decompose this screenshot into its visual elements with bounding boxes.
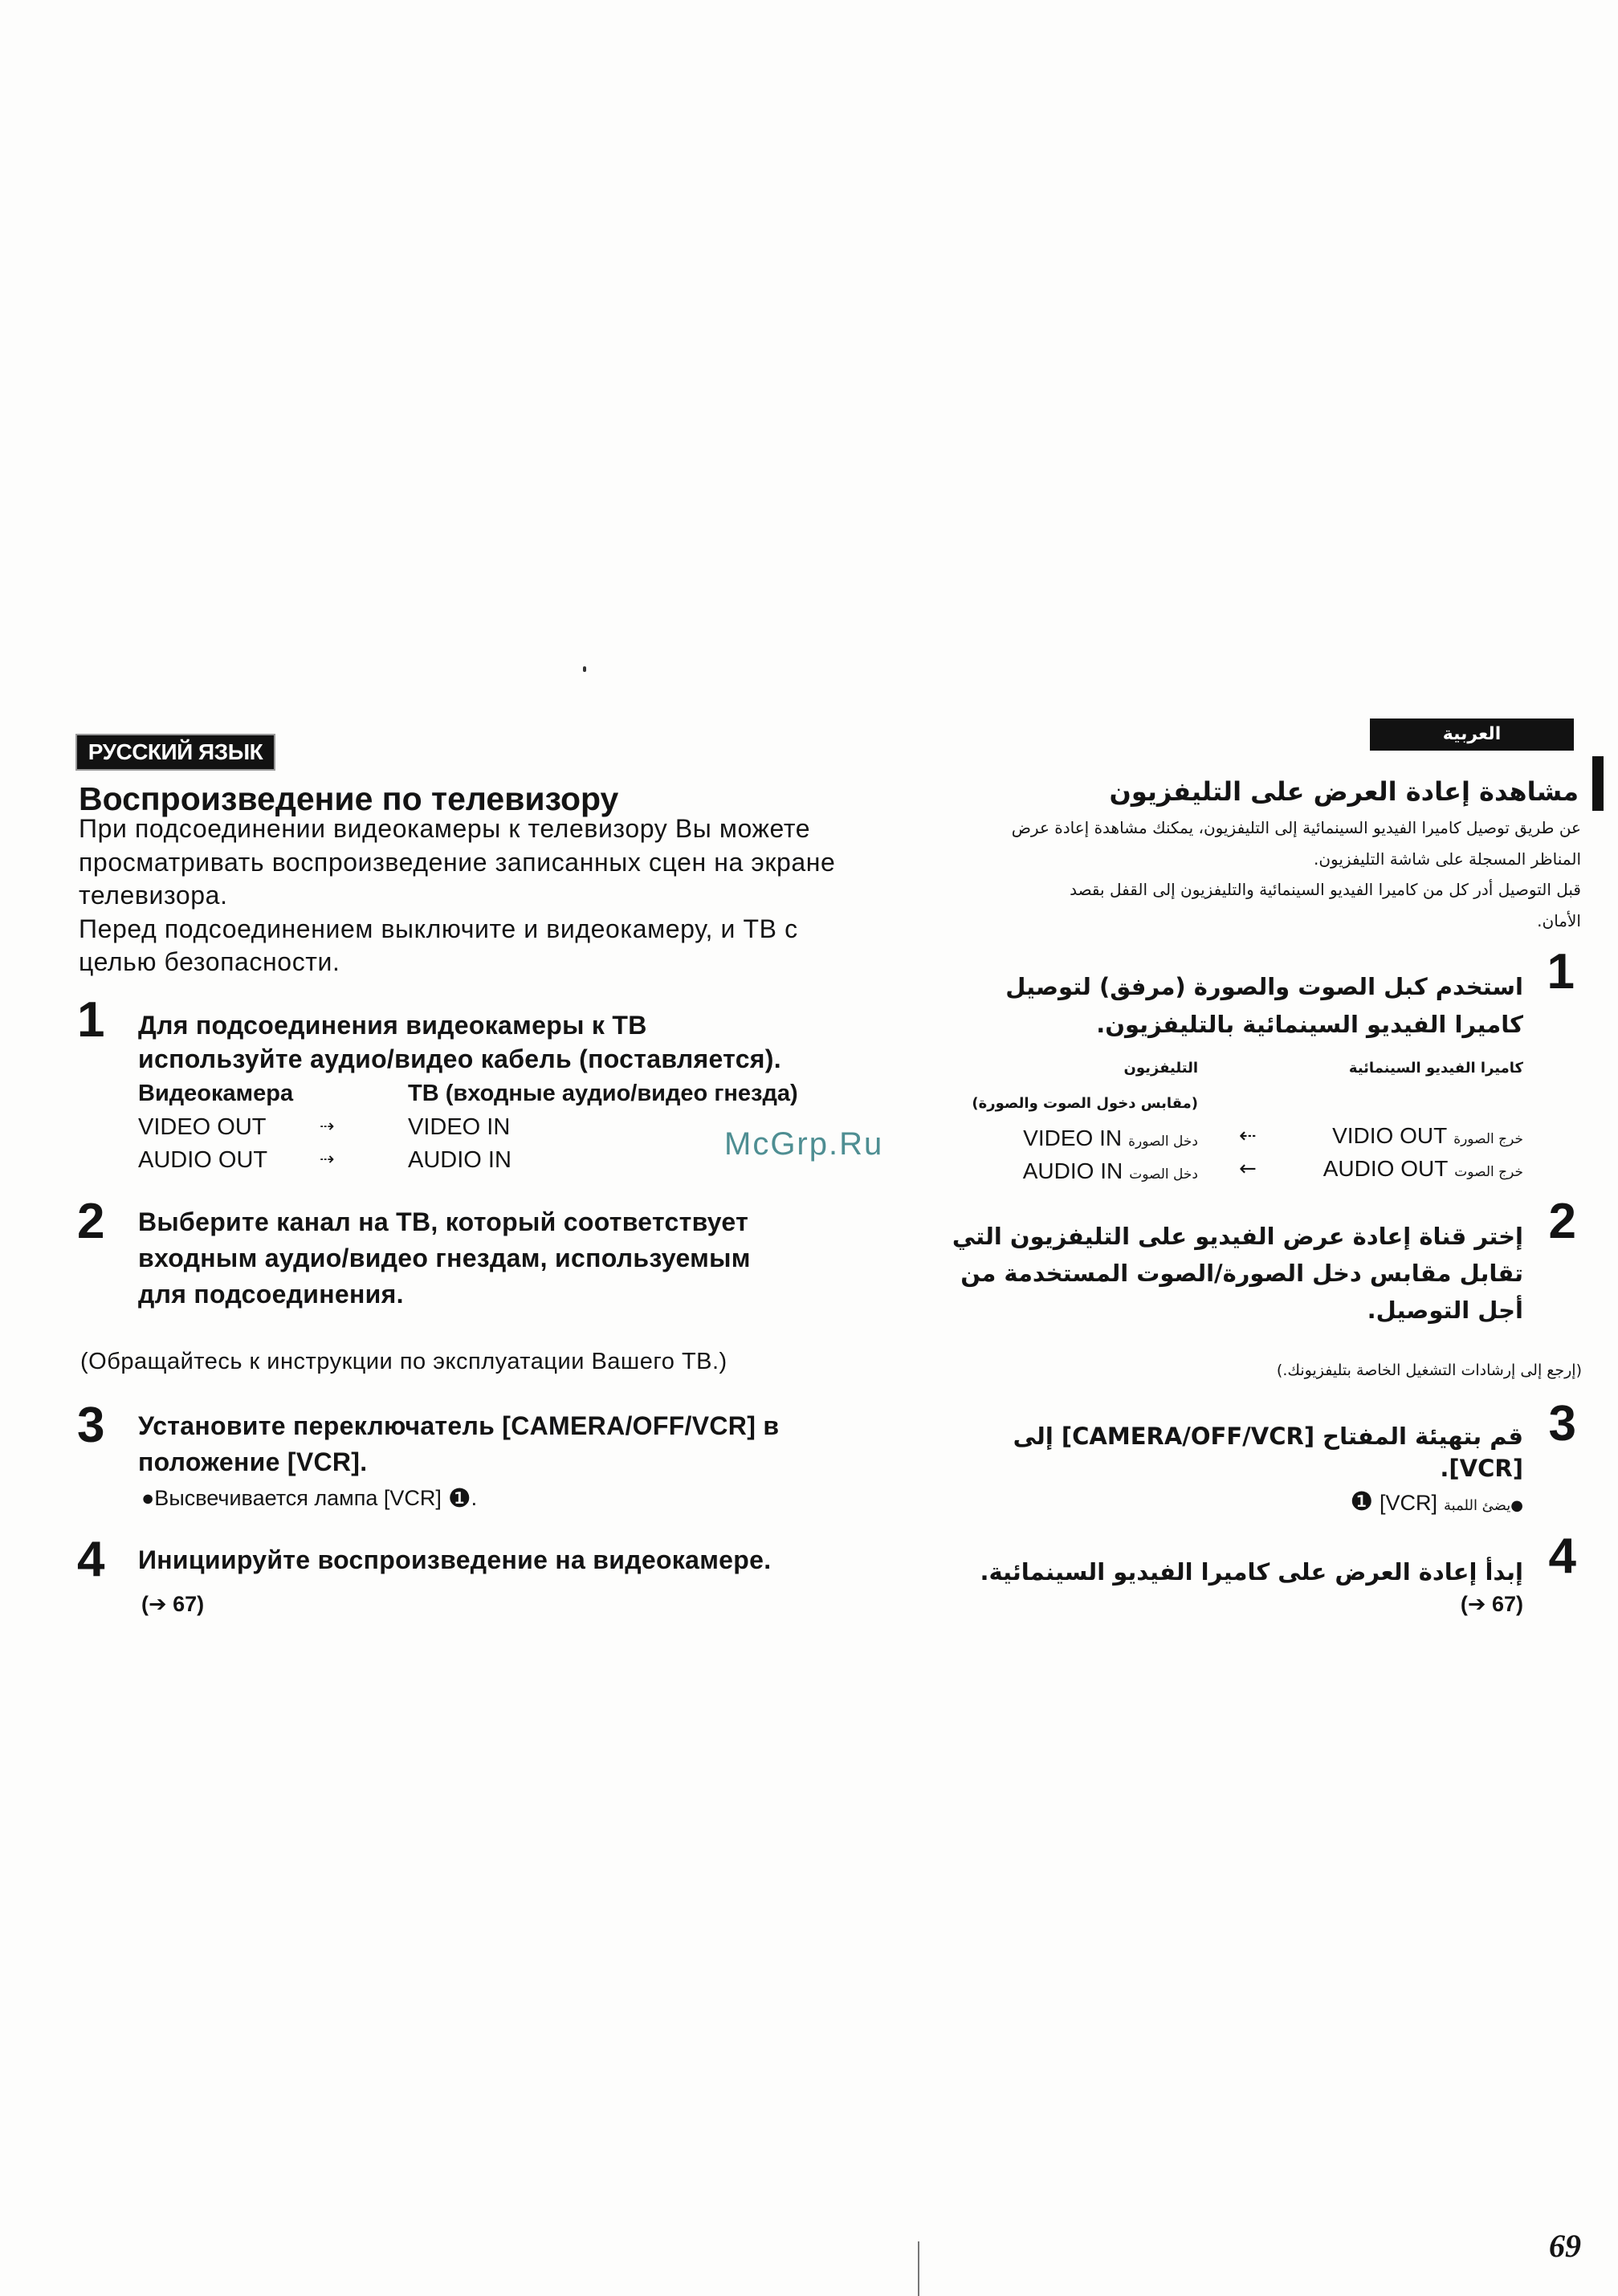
russian-step-line: положение [VCR]. [138, 1447, 368, 1476]
right-arrow-icon: ➔ [149, 1592, 167, 1617]
tv-audio-in: AUDIO IN [408, 1147, 511, 1173]
russian-step-line: Выберите канал на ТВ, который соответствует [138, 1207, 749, 1236]
arabic-step-4-text [980, 1553, 1523, 1590]
russian-intro-paragraph [79, 812, 835, 979]
arabic-tv-video-in [1023, 1122, 1198, 1154]
russian-step-3-text [138, 1408, 779, 1480]
russian-bullet-text: ●Высвечивается лампа [VCR] [141, 1486, 442, 1510]
arabic-language-badge: العربية [1370, 719, 1574, 751]
ref-page: 67) [166, 1592, 205, 1616]
watermark: McGrp.Ru [724, 1126, 884, 1162]
russian-tv-manual-note: (Обращайтесь к инструкции по эксплуатации Вашего ТВ.) [80, 1349, 727, 1374]
arabic-bullet-text: ●يضئ اللمبة [1444, 1497, 1523, 1514]
cell-english-label: AUDIO IN [1022, 1158, 1123, 1183]
arabic-step-1-text [1005, 968, 1523, 1044]
russian-step-line: Инициируйте воспроизведение на видеокамере. [138, 1545, 772, 1574]
bullet-period: . [471, 1486, 478, 1510]
arabic-section-heading: مشاهدة إعادة العرض على التليفزيون [1109, 776, 1579, 807]
russian-step-4-text [138, 1542, 771, 1577]
arabic-intro-line: المناظر المسجلة على شاشة التليفزيون. [1313, 849, 1581, 869]
russian-step-4-number: 4 [77, 1532, 105, 1587]
connection-arrow-icon: ⇠ [1239, 1124, 1257, 1148]
right-arrow-icon: ➔ [1467, 1592, 1486, 1617]
page-number: 69 [1549, 2228, 1581, 2264]
arabic-tv-audio-in [1023, 1155, 1198, 1187]
scan-speck [583, 666, 586, 672]
connection-arrow-icon: ⇢ [320, 1150, 335, 1170]
page-edge-tab-marker [1592, 756, 1604, 811]
russian-intro-line: Перед подсоединением выключите и видеокамеру, и ТВ с [79, 914, 798, 943]
arabic-step-4-number: 4 [1548, 1529, 1576, 1584]
arabic-step-1-number: 1 [1547, 944, 1575, 999]
arabic-page-reference [1461, 1588, 1523, 1621]
arabic-step-line: إختر قناة إعادة عرض الفيديو على التليفزيون التي [952, 1223, 1523, 1250]
russian-step-2-text [138, 1204, 751, 1313]
russian-language-badge: РУССКИЙ ЯЗЫК [77, 735, 274, 769]
arabic-step-2-number: 2 [1548, 1194, 1576, 1249]
camera-video-out: VIDEO OUT [138, 1114, 267, 1140]
arabic-tv-column-header: التليفزيون [1123, 1060, 1198, 1077]
russian-step-2-number: 2 [77, 1194, 105, 1249]
circled-one-icon: ❶ [1350, 1486, 1373, 1516]
tv-video-in: VIDEO IN [408, 1114, 511, 1140]
arabic-camera-video-out [1332, 1120, 1523, 1152]
vcr-code: [VCR] [1380, 1491, 1438, 1515]
connection-arrow-icon: ⇢ [320, 1117, 335, 1137]
russian-page-reference [141, 1588, 204, 1621]
cell-english-label: VIDIO OUT [1332, 1123, 1448, 1148]
russian-step-line: входным аудио/видео гнездам, используемым [138, 1244, 751, 1272]
camera-audio-out: AUDIO OUT [138, 1147, 268, 1173]
russian-step-line: используйте аудио/видео кабель (поставляется). [138, 1044, 781, 1073]
camera-column-header: Видеокамера [138, 1081, 294, 1106]
arabic-step-3-number: 3 [1548, 1396, 1576, 1451]
cell-english-label: VIDEO IN [1023, 1126, 1123, 1150]
ref-open-paren: ( [1460, 1592, 1468, 1616]
russian-section-heading: Воспроизведение по телевизору [79, 780, 619, 817]
tv-column-header: ТВ (входные аудио/видео гнезда) [408, 1081, 798, 1106]
cell-arabic-label: دخل الصوت [1129, 1166, 1198, 1183]
russian-intro-line: целью безопасности. [79, 947, 340, 976]
arabic-intro-line: عن طريق توصيل كاميرا الفيديو السينمائية إلى التليفزيون، يمكنك مشاهدة إعادة عرض [1011, 818, 1581, 837]
arabic-step-line: قم بتهيئة المفتاح [CAMERA/OFF/VCR] إلى [1013, 1423, 1523, 1450]
arabic-intro-paragraph [1012, 812, 1581, 936]
arabic-step-line: استخدم كبل الصوت والصورة (مرفق) لتوصيل [1005, 973, 1523, 1000]
russian-step-1-number: 1 [77, 992, 105, 1048]
russian-step-line: Установите переключатель [CAMERA/OFF/VCR] в [138, 1411, 780, 1440]
arabic-camera-audio-out [1323, 1153, 1523, 1185]
russian-intro-line: При подсоединении видеокамеры к телевизору Вы можете [79, 814, 811, 843]
russian-intro-line: просматривать воспроизведение записанных сцен на экране [79, 847, 836, 877]
arabic-step-line: إبدأ إعادة العرض على كاميرا الفيديو السينمائية. [980, 1558, 1523, 1586]
russian-vcr-lamp-bullet [141, 1482, 477, 1514]
russian-step-3-number: 3 [77, 1398, 105, 1453]
arabic-intro-line: قبل التوصيل أدر كل من كاميرا الفيديو السينمائية والتليفزيون إلى القفل بقصد [1070, 880, 1581, 899]
arabic-step-line: أجل التوصيل. [1367, 1297, 1523, 1324]
cell-arabic-label: خرج الصوت [1454, 1164, 1523, 1180]
ref-open-paren: ( [141, 1592, 149, 1616]
arabic-step-line: تقابل مقابس دخل الصورة/الصوت المستخدمة من [960, 1260, 1523, 1287]
russian-step-line: Для подсоединения видеокамеры к ТВ [138, 1011, 647, 1040]
arabic-camera-column-header: كاميرا الفيديو السينمائية [1348, 1060, 1523, 1077]
circled-one-icon: ❶ [447, 1483, 471, 1513]
russian-connection-table-header [138, 1077, 861, 1110]
arabic-tv-column-subheader: (مقابس دخول الصوت والصورة) [972, 1095, 1198, 1112]
arabic-tv-manual-note: (إرجع إلى إرشادات التشغيل الخاصة بتليفزيونك.) [1276, 1362, 1582, 1379]
cell-english-label: AUDIO OUT [1323, 1156, 1449, 1181]
center-fold-line [918, 2241, 919, 2296]
ref-page: 67) [1486, 1592, 1523, 1616]
russian-step-line: для подсоединения. [138, 1280, 404, 1309]
arabic-step-3-text [1013, 1420, 1523, 1484]
arabic-step-line: كاميرا الفيديو السينمائية بالتليفزيون. [1096, 1011, 1523, 1038]
russian-intro-line: телевизора. [79, 881, 228, 910]
cell-arabic-label: دخل الصورة [1128, 1134, 1198, 1150]
russian-step-1-text [138, 1008, 781, 1076]
arabic-intro-line: الأمان. [1537, 910, 1581, 930]
arabic-step-2-text [952, 1218, 1523, 1329]
arabic-vcr-lamp-bullet [1350, 1487, 1523, 1516]
arabic-step-line: [VCR]. [1440, 1455, 1523, 1482]
cell-arabic-label: خرج الصورة [1453, 1131, 1523, 1147]
connection-arrow-icon: ← [1239, 1157, 1257, 1181]
